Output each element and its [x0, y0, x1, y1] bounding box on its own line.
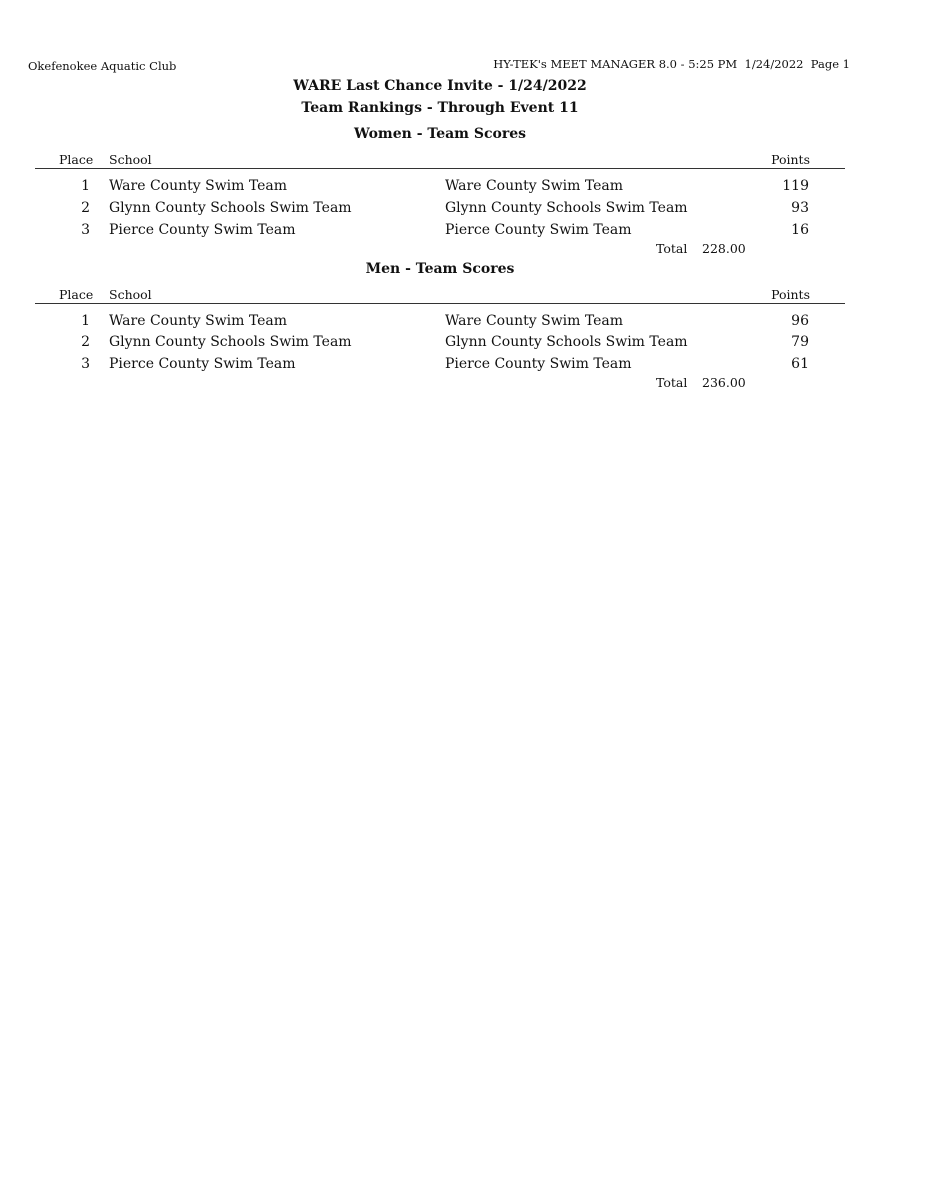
men-section-title: Men - Team Scores: [365, 261, 515, 277]
team-value: Glynn County Schools Swim Team: [445, 334, 688, 350]
place-value: 2: [81, 200, 90, 216]
place-value: 1: [81, 178, 90, 194]
table-row: [0, 222, 880, 242]
total-label: Total: [656, 241, 688, 256]
women-section-title: Women - Team Scores: [354, 126, 526, 142]
rankings-subtitle: Team Rankings - Through Event 11: [301, 100, 579, 116]
team-value: Ware County Swim Team: [445, 178, 624, 194]
table-row: [0, 356, 880, 376]
school-column-label: School: [109, 152, 152, 167]
team-value: Ware County Swim Team: [445, 313, 624, 329]
points-value: 96: [791, 313, 809, 329]
team-value: Glynn County Schools Swim Team: [445, 200, 688, 216]
points-value: 93: [791, 200, 809, 216]
points-value: 61: [791, 356, 809, 372]
school-value: Ware County Swim Team: [109, 178, 288, 194]
points-column-label: Points: [771, 152, 810, 167]
software-stamp: HY-TEK's MEET MANAGER 8.0 - 5:25 PM 1/24/2022 Page 1: [493, 57, 850, 71]
points-column-label: Points: [771, 287, 810, 302]
points-value: 16: [791, 222, 809, 238]
women-column-header: [35, 152, 845, 169]
table-row: [0, 178, 880, 198]
men-column-header: [35, 287, 845, 304]
total-label: Total: [656, 375, 688, 390]
place-column-label: Place: [59, 287, 94, 302]
school-value: Glynn County Schools Swim Team: [109, 200, 352, 216]
school-value: Ware County Swim Team: [109, 313, 288, 329]
points-value: 119: [782, 178, 809, 194]
total-value: 236.00: [702, 375, 746, 390]
place-value: 2: [81, 334, 90, 350]
team-value: Pierce County Swim Team: [445, 356, 632, 372]
table-row: [0, 200, 880, 220]
school-value: Pierce County Swim Team: [109, 356, 296, 372]
table-row: [0, 334, 880, 354]
points-value: 79: [791, 334, 809, 350]
place-column-label: Place: [59, 152, 94, 167]
table-row: [0, 313, 880, 333]
meet-title: WARE Last Chance Invite - 1/24/2022: [293, 78, 587, 94]
place-value: 3: [81, 222, 90, 238]
place-value: 1: [81, 313, 90, 329]
total-value: 228.00: [702, 241, 746, 256]
school-value: Glynn County Schools Swim Team: [109, 334, 352, 350]
club-name: Okefenokee Aquatic Club: [28, 59, 177, 73]
school-column-label: School: [109, 287, 152, 302]
place-value: 3: [81, 356, 90, 372]
team-value: Pierce County Swim Team: [445, 222, 632, 238]
school-value: Pierce County Swim Team: [109, 222, 296, 238]
